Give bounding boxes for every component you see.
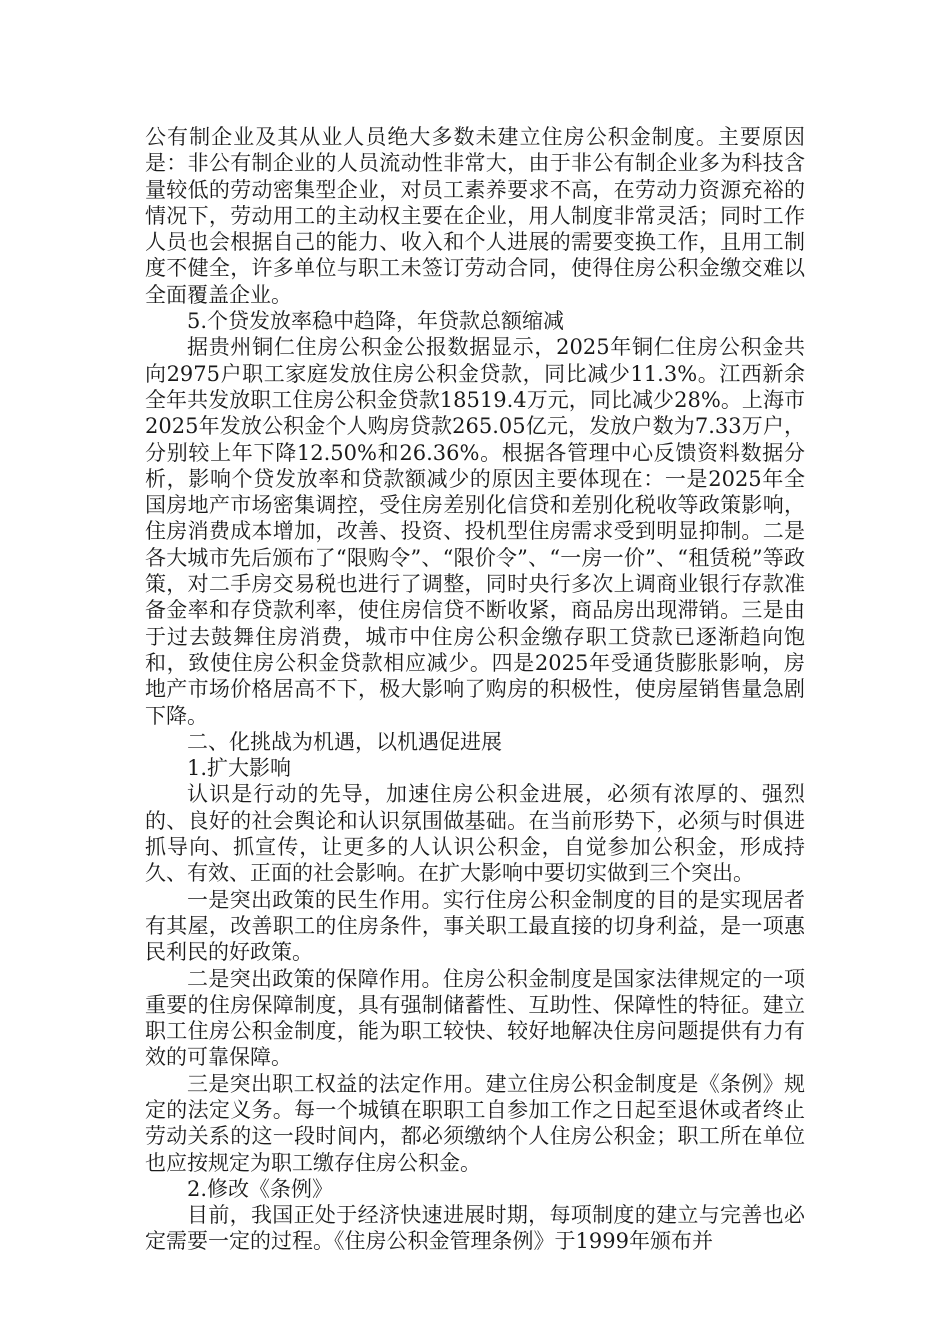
paragraph-livelihood-role: 一是突出政策的民生作用。实行住房公积金制度的目的是实现居者有其屋，改善职工的住房条件，事关职工最直接的切身利益，是一项惠民利民的好政策。 — [145, 887, 805, 965]
paragraph-regulation-history: 目前，我国正处于经济快速进展时期，每项制度的建立与完善也必定需要一定的过程。《住房公积金管理条例》于1999年颁布并 — [145, 1203, 805, 1254]
section-heading-challenges: 二、化挑战为机遇，以机遇促进展 — [187, 729, 502, 754]
subsection-heading-expand-influence: 1.扩大影响 — [187, 756, 292, 781]
paragraph-legal-role: 三是突出职工权益的法定作用。建立住房公积金制度是《条例》规定的法定义务。每一个城镇在职职工自参加工作之日起至退休或者终止劳动关系的这一段时间内，都必须缴纳个人住房公积金；职工所在单位也应按规定为职工缴存住房公积金。 — [145, 1071, 805, 1175]
section-heading-loan-rate: 5.个贷发放率稳中趋降，年贷款总额缩减 — [187, 309, 565, 334]
paragraph-loan-statistics: 据贵州铜仁住房公积金公报数据显示，2025年铜仁住房公积金共向2975户职工家庭发放住房公积金贷款，同比减少11.3%。江西新余全年共发放职工住房公积金贷款18519.4万元，同比减少28%。上海市2025年发放公积金个人购房贷款265.05亿元，发放户数为7.33万户，分别较上年下降12.50%和26.36%。根据各管理中心反馈资料数据分析，影响个贷发放率和贷款额减少的原因主要体现在：一是2025年全国房地产市场密集调控，受住房差别化信贷和差别化税收等政策影响，住房消费成本增加，改善、投资、投机型住房需求受到明显抑制。二是各大城市先后颁布了“限购令”、“限价令”、“一房一价”、“租赁税”等政策，对二手房交易税也进行了调整，同时央行多次上调商业银行存款准备金率和存贷款利率，使住房信贷不断收紧，商品房出现滞销。三是由于过去鼓舞住房消费，城市中住房公积金缴存职工贷款已逐渐趋向饱和，致使住房公积金贷款相应减少。四是2025年受通货膨胀影响，房地产市场价格居高不下，极大影响了购房的积极性，使房屋销售量急剧下降。 — [145, 335, 805, 728]
paragraph-enterprise-coverage: 公有制企业及其从业人员绝大多数未建立住房公积金制度。主要原因是：非公有制企业的人员流动性非常大，由于非公有制企业多为科技含量较低的劳动密集型企业，对员工素养要求不高，在劳动力资源充裕的情况下，劳动用工的主动权主要在企业，用人制度非常灵活；同时工作人员也会根据自己的能力、收入和个人进展的需要变换工作，且用工制度不健全，许多单位与职工未签订劳动合同，使得住房公积金缴交难以全面覆盖企业。 — [145, 125, 805, 307]
document-page — [145, 124, 805, 1255]
paragraph-awareness: 认识是行动的先导，加速住房公积金进展，必须有浓厚的、强烈的、良好的社会舆论和认识氛围做基础。在当前形势下，必须与时俱进抓导向、抓宣传，让更多的人认识公积金，自觉参加公积金，形成持久、有效、正面的社会影响。在扩大影响中要切实做到三个突出。 — [145, 782, 805, 886]
subsection-heading-revise-regulations: 2.修改《条例》 — [187, 1176, 334, 1201]
paragraph-security-role: 二是突出政策的保障作用。住房公积金制度是国家法律规定的一项重要的住房保障制度，具有强制储蓄性、互助性、保障性的特征。建立职工住房公积金制度，能为职工较快、较好地解决住房问题提供有力有效的可靠保障。 — [145, 966, 805, 1070]
